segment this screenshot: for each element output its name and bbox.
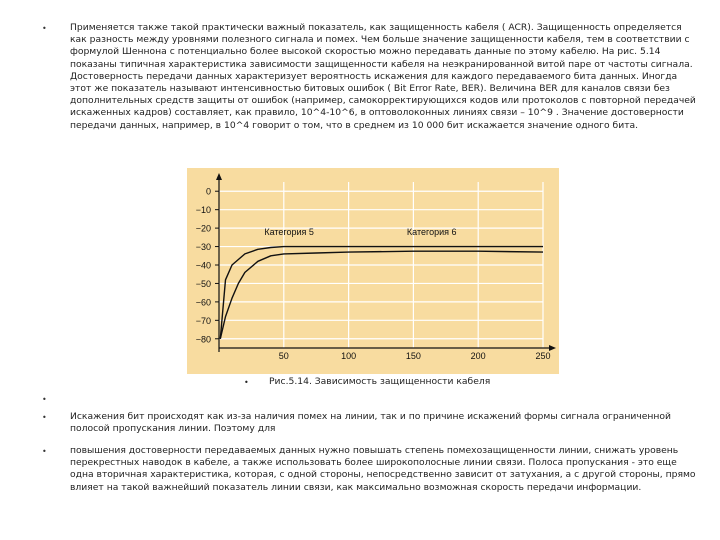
x-tick-label: 150	[405, 351, 421, 361]
chart-background	[187, 168, 559, 374]
y-tick-label: −30	[195, 242, 211, 253]
bullet-3: •	[42, 413, 47, 422]
y-tick-label: −80	[195, 334, 211, 345]
y-tick-label: −50	[195, 278, 211, 289]
y-tick-label: −10	[195, 205, 211, 216]
x-tick-label: 100	[341, 351, 357, 361]
paragraph-bandwidth: повышения достоверности передаваемых данных нужно повышать степень помехозащищенности линии, снижать уровень перекрестных наводок в кабеле, а также использовать более широкополосные линии связи. Полоса пропускания - это еще одна вторичная характеристика, которая, с одной стороны, непосредственно зависит от затухания, а с другой стороны, прямо влияет на такой важнейший показатель линии связи, как максимально возможная скорость передачи информации.	[70, 445, 696, 493]
x-tick-label: 50	[278, 351, 289, 361]
series-label-1: Категория 5	[264, 226, 314, 237]
bullet-4: •	[42, 447, 47, 456]
y-tick-label: −20	[195, 223, 211, 234]
paragraph-acr: Применяется также такой практически важный показатель, как защищенность кабеля ( ACR). Защищенность определяется как разность между уровнями полезного сигнала и помех. Чем больше значение защищенности кабеля, тем в соответствии с формулой Шеннона с потенциально более высокой скоростью можно передавать данные по этому кабелю. На рис. 5.14 показаны типичная характеристика зависимости защищенности кабеля на неэкранированной витой паре от частоты сигнала. Достоверность передачи данных характеризует вероятность искажения для каждого передаваемого бита данных. Иногда этот же показатель называют интенсивностью битовых ошибок ( Bit Error Rate, BER). Величина BER для каналов связи без дополнительных средств защиты от ошибок (например, самокорректирующихся кодов или протоколов с повторной передачей искаженных кадров) составляет, как правило, 10^4-10^6, в оптоволоконных линиях связи – 10^9 . Значение достоверности передачи данных, например, в 10^4 говорит о том, что в среднем из 10 000 бит искажается значение одного бита.	[70, 22, 696, 131]
y-tick-label: 0	[205, 186, 211, 197]
series-label-2: Категория 6	[406, 226, 457, 237]
bullet-2: •	[42, 395, 47, 404]
y-tick-label: −40	[195, 260, 211, 271]
caption-text: Рис.5.14. Зависимость защищенности кабеля	[269, 376, 491, 387]
y-tick-label: −60	[195, 297, 211, 308]
y-tick-label: −70	[195, 315, 211, 326]
caption-bullet: •	[244, 378, 249, 387]
acr-chart	[187, 168, 559, 374]
bullet-1: •	[42, 24, 47, 33]
x-tick-label: 250	[535, 351, 551, 361]
x-tick-label: 200	[470, 351, 486, 361]
paragraph-distortion: Искажения бит происходят как из-за наличия помех на линии, так и по причине искажений формы сигнала ограниченной полосой пропускания линии. Поэтому для	[70, 411, 671, 435]
